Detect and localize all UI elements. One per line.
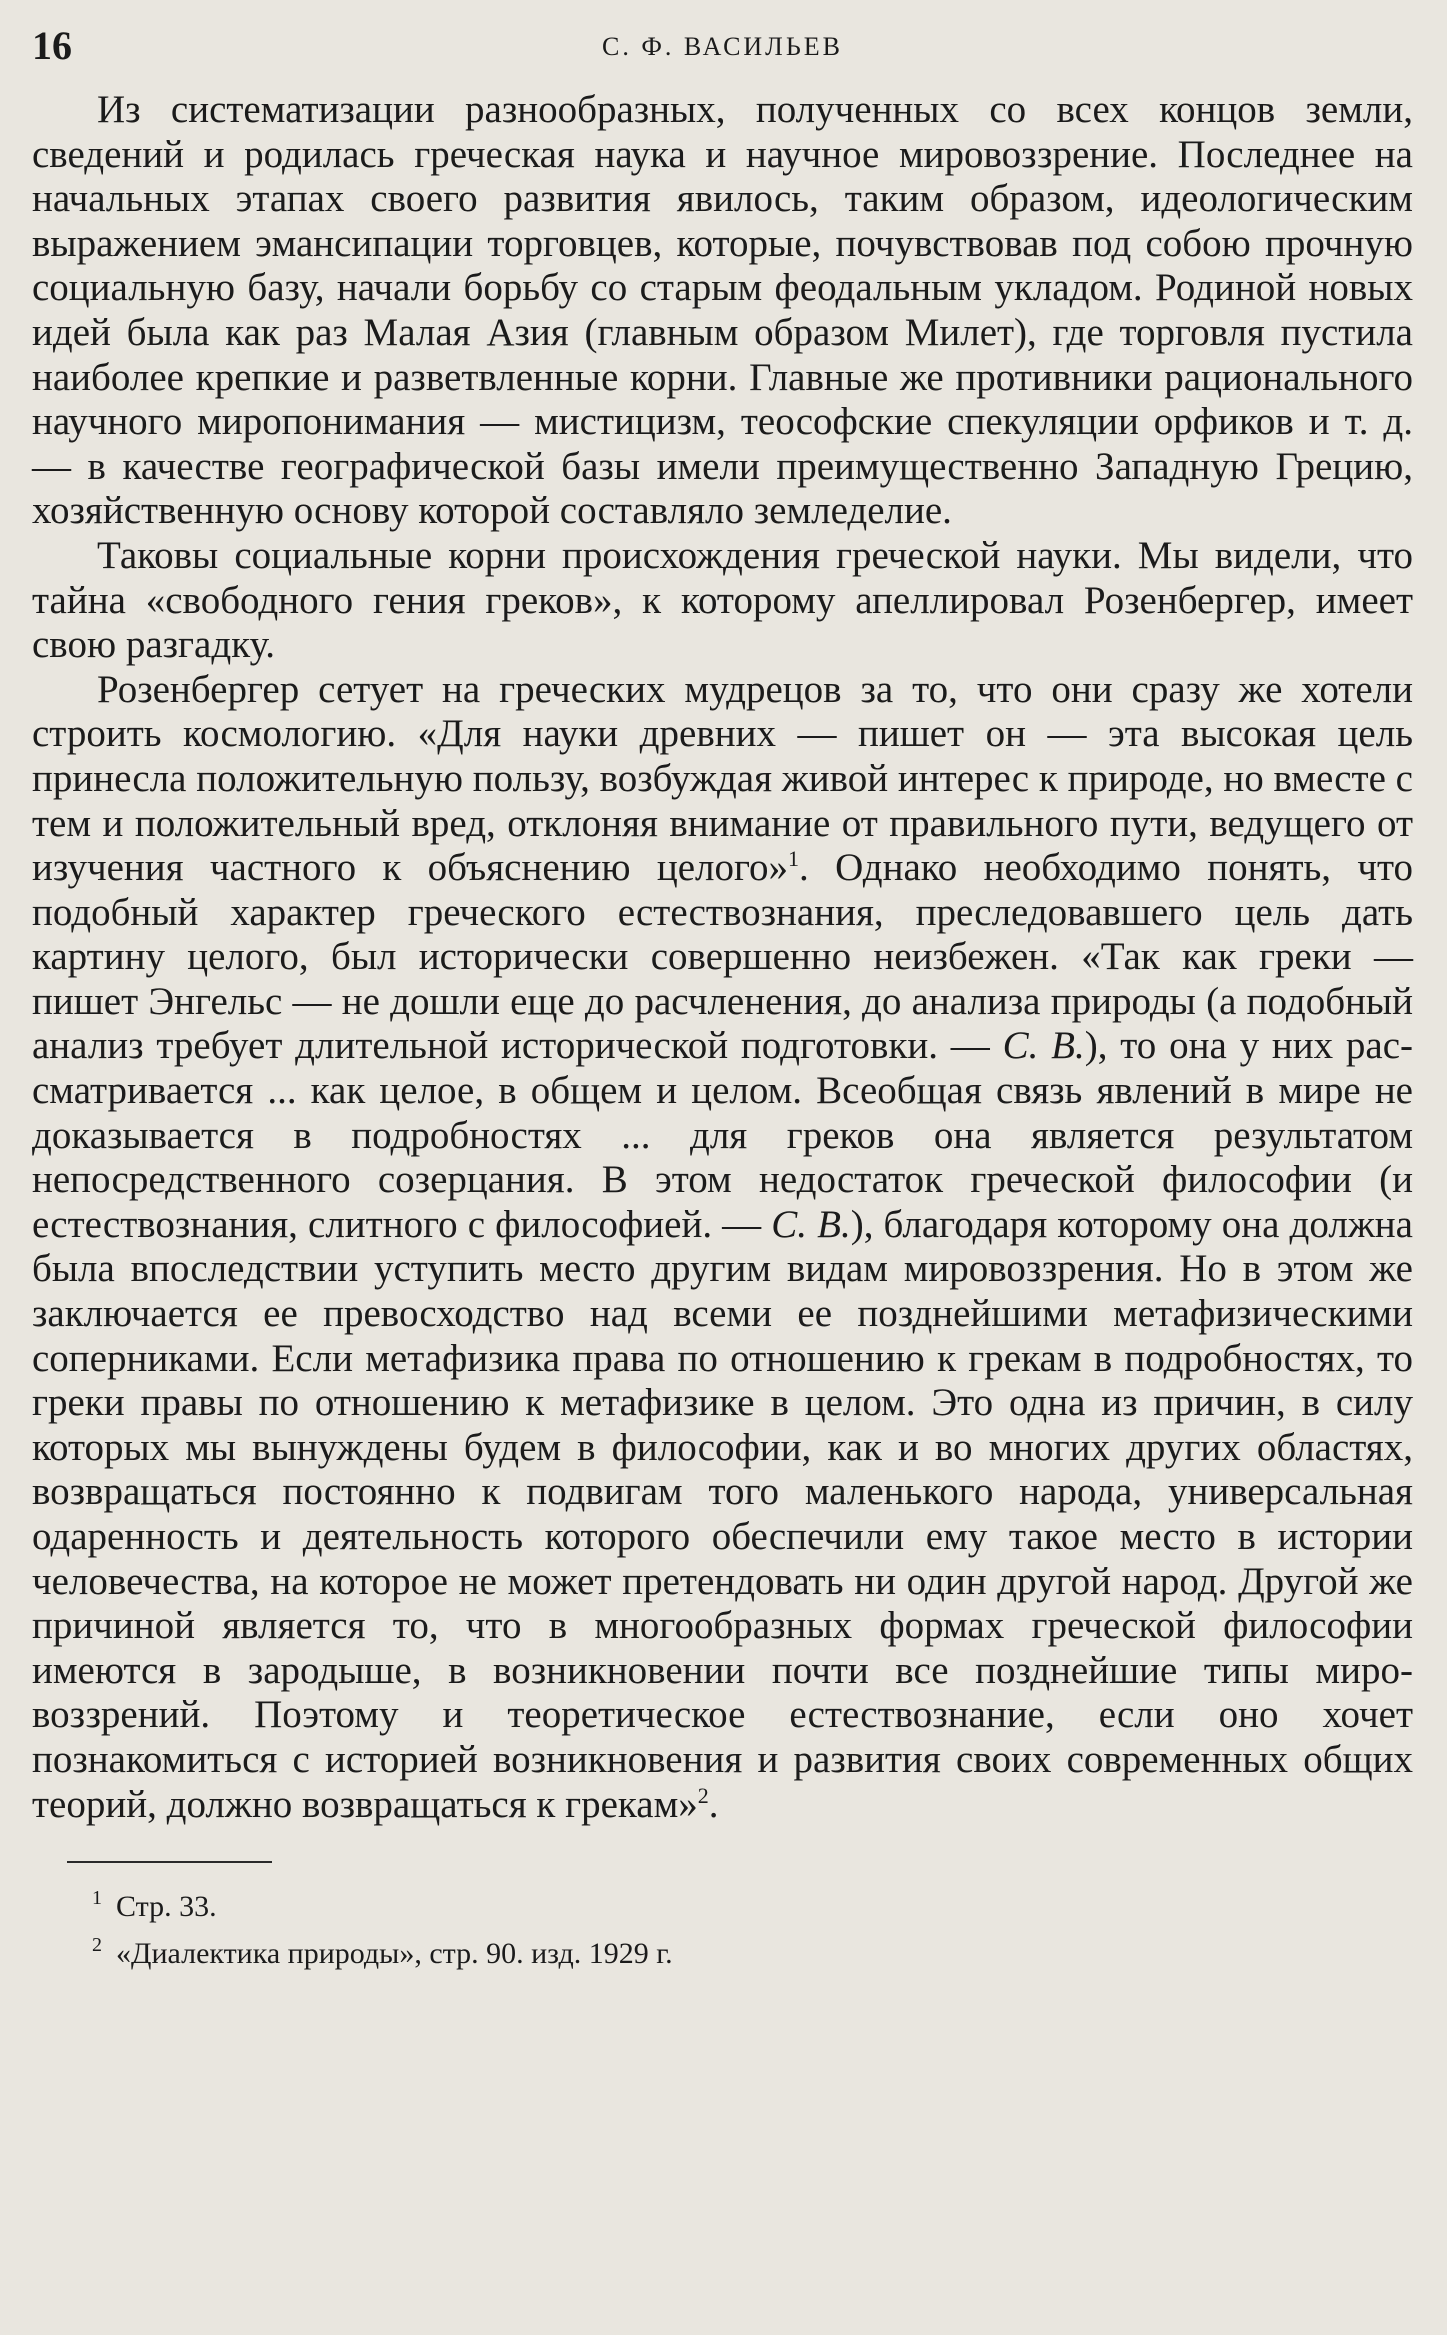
- footnote-divider: [67, 1861, 272, 1863]
- body-text: [32, 88, 1413, 1827]
- running-head: С. Ф. ВАСИЛЬЕВ: [602, 32, 843, 61]
- footnote-ref-2: 2: [697, 1782, 709, 1808]
- author-initials-2: С. В.: [771, 1202, 851, 1246]
- footnote-mark: 2: [92, 1934, 102, 1957]
- paragraph-3-part-e: .: [708, 1782, 719, 1826]
- footnote-ref-1: 1: [788, 846, 800, 872]
- footnote-2: [92, 1932, 1413, 1979]
- footnote-1: [92, 1885, 1413, 1932]
- paragraph-3: [32, 668, 1413, 1827]
- footnote-mark: 1: [92, 1887, 102, 1910]
- paragraph-3-part-a: Розенбергер сетует на греческих мудрецов за то, что они сразу же хотели строить космологию. «Для науки древних — пишет он — эта высокая цель принесла положительную пользу, возбуждая живой интерес к природе, но вместе с тем и положительный вред, отклоняя внимание от правильного пути, ведущего от изучения частного к объяснению целого»: [32, 667, 1413, 890]
- paragraph-3-part-c: ), то она у них рассматривается ... как целое, в общем и целом. Всеобщая связь явлений в мире не доказывается в подробностях ... для греков она является результатом непосредственного созерцания. В этом недостаток греческой философии (и естествознания, слитного с философией. —: [32, 1024, 1414, 1246]
- page-header: [32, 24, 1413, 88]
- author-initials-1: С. В.: [1002, 1024, 1085, 1068]
- paragraph-1: Из систематизации разнообразных, полученных со всех концов земли, сведений и родилась греческая наука и научное мировоззрение. Последнее на начальных этапах своего развития явилось, таким образом, идеологическим выражением эмансипации торговцев, которые, почувствовав под собою прочную социальную базу, начали борьбу со старым феодальным укладом. Родиной новых идей была как раз Малая Азия (главным образом Милет), где торговля пустила наиболее крепкие и разветвленные корни. Главные же противники рационального научного миропонимания — мистицизм, теософские спекуляции орфиков и т. д. — в качестве географической базы имели преимущественно Западную Грецию, хозяйственную основу которой составляло земледелие.: [32, 88, 1413, 533]
- page-number: 16: [32, 23, 72, 68]
- footnotes: [32, 1885, 1413, 1979]
- paragraph-3-part-d: ), благодаря которому она должна была впоследствии уступить место другим видам мировоззрения. Но в этом же заключается ее превосходство над всеми ее позднейшими метафизическими соперниками. Если метафизика права по отношению к грекам в подробностях, то греки правы по отношению к метафизике в целом. Это одна из причин, в силу которых мы вынуждены будем в философии, как и во многих других областях, возвращаться постоянно к подвигам того маленького народа, универсальная одаренность и деятельность которого обеспечили ему такое место в истории человечества, на которое не может претендовать ни один другой народ. Другой же причиной является то, что в многообразных формах греческой философии имеются в зародыше, в возникновении почти все позднейшие типы мировоззрений. Поэтому и теоретическое естествознание, если оно хочет познакомиться с историей возникновения и развития своих современных общих теорий, должно возвращаться к грекам»: [32, 1202, 1413, 1826]
- footnote-text: Стр. 33.: [116, 1890, 217, 1924]
- paragraph-3-part-b: . Однако необходимо понять, что подобный характер греческого естествознания, преследовавшего цель дать картину целого, был исторически совершенно неизбежен. «Так как греки — пишет Энгельс — не дошли еще до расчленения, до анализа природы (а подобный анализ требует длительной исторической подготовки. —: [32, 846, 1414, 1068]
- paragraph-2: Таковы социальные корни происхождения греческой науки. Мы видели, что тайна «свободного гения греков», к которому апеллировал Розенбергер, имеет свою разгадку.: [32, 533, 1413, 667]
- footnote-text: «Диалектика природы», стр. 90. изд. 1929 г.: [116, 1937, 673, 1971]
